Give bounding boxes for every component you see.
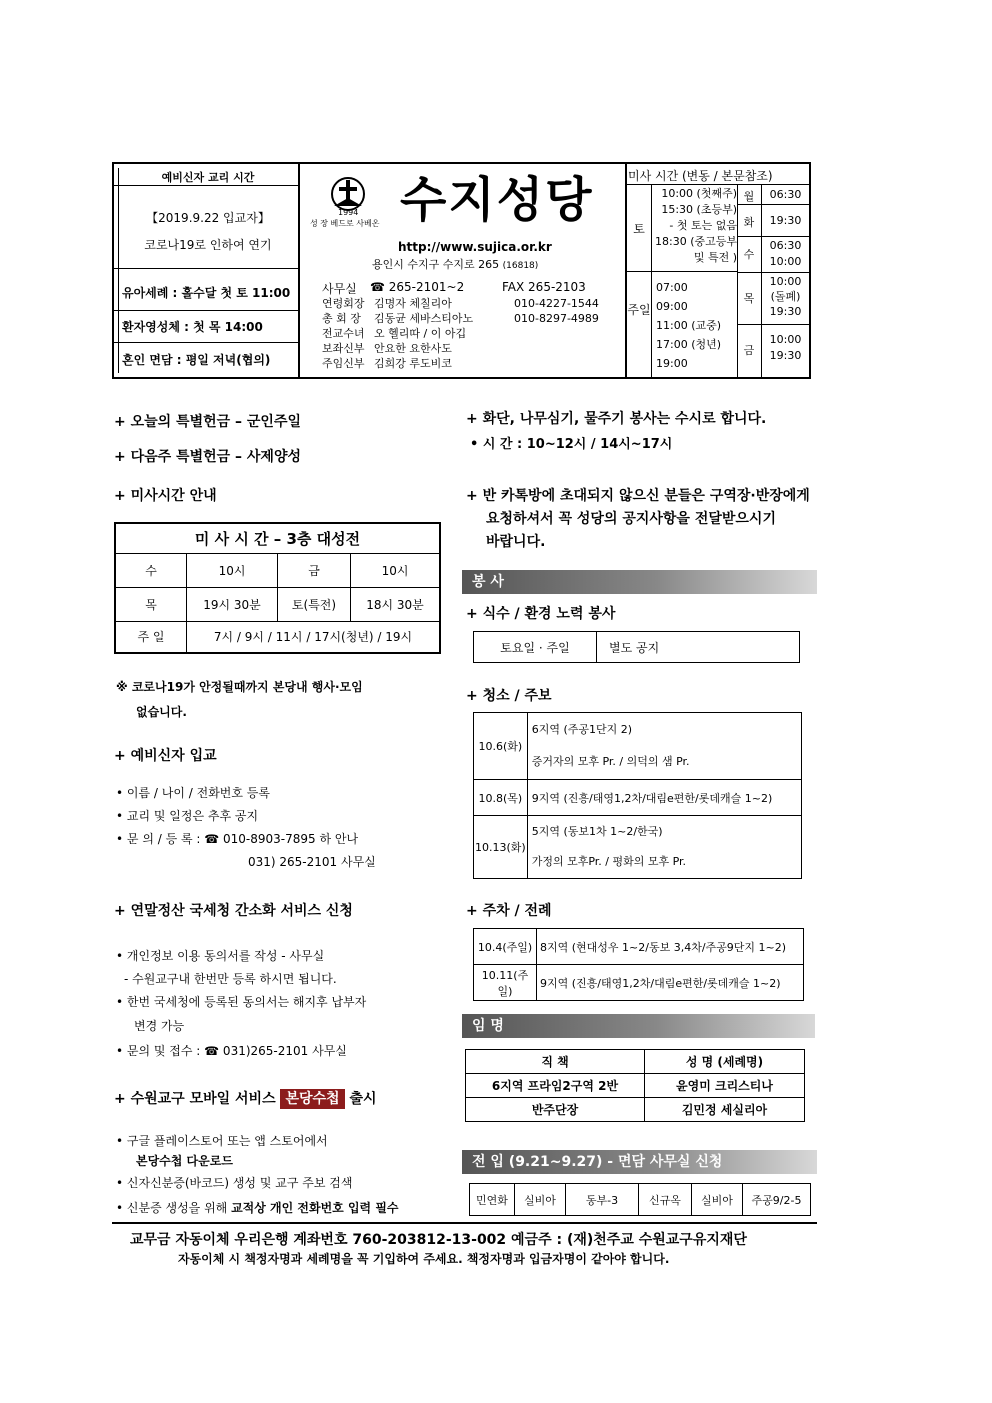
service-bar: 봉 사 (462, 570, 817, 594)
church-url[interactable]: http://www.sujica.or.kr (398, 240, 552, 254)
catechism-title: 예비신자 교리 시간 (161, 171, 255, 184)
tax-item: • 문의 및 접수 : ☎ 031)265-2101 사무실 (116, 1044, 347, 1058)
office-phone: ☎ 265-2101~2 (370, 280, 465, 294)
staff-phones (514, 296, 599, 326)
catechumen-head: + 예비신자 입교 (114, 748, 217, 764)
logo-caption: 성 장 베드로 사베온 (310, 219, 380, 228)
mobile-head: + 수원교구 모바일 서비스 본당수첩 출시 (114, 1091, 377, 1107)
env-table: 토요일 · 주일 별도 공지 (473, 631, 800, 663)
catechism-postponed: 코로나19로 인하여 연기 (144, 238, 272, 252)
mobile-item: • 신분증 생성을 위해 교적상 개인 전화번호 입력 필수 (116, 1201, 399, 1215)
offering-today: + 오늘의 특별헌금 – 군인주일 (114, 414, 301, 430)
staff-name: 오 헬리따 / 이 아깁 (374, 327, 467, 340)
appoint-bar: 임 명 (462, 1014, 815, 1038)
transfer-bar: 전 입 (9.21~9.27) - 면담 사무실 신청 (462, 1150, 817, 1174)
church-address: 용인시 수지구 수지로 265 (16818) (372, 258, 539, 271)
footer-account: 교무금 자동이체 우리은행 계좌번호 760-203812-13-002 예금주 : (재)천주교 수원교구유지재단 (130, 1232, 747, 1248)
footer-note: 자동이체 시 책정자명과 세례명을 꼭 기입하여 주세요. 책정자명과 입금자명이 같아야 합니다. (178, 1252, 670, 1266)
mass-time-table: 미 사 시 간 – 3층 대성전 수 10시 금 10시 목 19시 30분 토(특전) 18시 30분 주 일 7시 / 9시 / 11시 / 17시(청년) / 19시 (114, 522, 441, 654)
tax-item: • 개인정보 이용 동의서를 작성 - 사무실 (116, 949, 325, 963)
header-box: 예비신자 교리 시간 【2019.9.22 입교자】 코로나19로 인하여 연기 유아세례 : 홀수달 첫 토 11:00 환자영성체 : 첫 목 14:00 혼인 면담 : 평일 저녁(협의) 1994 성 장 베드로 사베온 수지성당 http://www.sujica.or.kr 용인시 수지구 수지로 265 (16818) 사무실 ☎ 265-2101~2 FAX 265-2103 연령회장 총 회 장 전교수녀 보좌신부 주임신부 김명자 체칠리아 김동균 세바스티아노 오 헬리따 / 이 아깁 안요한 요한사도 김희강 루도비코 010-4227-1544 010-8297-4989 미사 시간 (변동 / 본문참조) 토 10:00 (첫째주) 15:30 (초등부) - 첫 토는 없음 18:30 (중고등부 및 특전 ) 주일 07:00 09:00 11:00 (교중) 17:00 (청년) 19:00 월 06:30 화 19:30 수 06:30 10:00 목 10:00 (돌폐) 19:30 금 10:00 19:30 (112, 162, 811, 379)
notice-line: + 반 카톡방에 초대되지 않으신 분들은 구역장·반장에게 (466, 488, 810, 504)
weekday-thu: 목 (743, 292, 755, 305)
staff-role: 전교수녀 (322, 327, 365, 340)
staff-names (374, 296, 473, 371)
catechumen-contact: • 문 의 / 등 록 : ☎ 010-8903-7895 하 안나 (116, 832, 359, 846)
staff-role: 연령회장 (322, 297, 365, 310)
staff-phone: 010-4227-1544 (514, 297, 599, 310)
mass-title: 미사 시간 (변동 / 본문참조) (628, 169, 773, 183)
patient-communion: 환자영성체 : 첫 목 14:00 (122, 320, 263, 334)
saturday-label: 토 (633, 222, 645, 236)
staff-name: 김명자 체칠리아 (374, 297, 452, 310)
office-fax: FAX 265-2103 (502, 280, 586, 294)
notice-line: 바랍니다. (486, 534, 546, 550)
weekday-tue: 화 (743, 216, 755, 229)
appoint-table: 직 책 성 명 (세례명) 6지역 프라임2구역 2반 윤영미 크리스티나 반주단장 김민정 세실리아 (465, 1049, 805, 1122)
weekday-mon: 월 (743, 190, 755, 203)
catechism-date: 【2019.9.22 입교자】 (146, 211, 270, 225)
mobile-item: • 구글 플레이스토어 또는 앱 스토어에서 (116, 1134, 328, 1148)
tax-head: + 연말정산 국세청 간소화 서비스 신청 (114, 903, 353, 919)
staff-role: 주임신부 (322, 357, 365, 370)
church-name: 수지성당 (400, 172, 594, 228)
catechumen-item: • 교리 및 일정은 추후 공지 (116, 809, 259, 823)
weekday-wed: 수 (743, 248, 755, 261)
mass-table-title: 미 사 시 간 – 3층 대성전 (115, 523, 440, 553)
tax-item-sub: - 수원교구내 한번만 등록 하시면 됩니다. (124, 972, 337, 986)
staff-role: 보좌신부 (322, 342, 365, 355)
weekday-fri: 금 (743, 344, 755, 357)
mobile-item: • 신자신분증(바코드) 생성 및 교구 주보 검색 (116, 1176, 353, 1190)
mobile-item-sub: 본당수첩 다운로드 (136, 1154, 233, 1168)
footer-rule (112, 1222, 817, 1224)
sunday-label: 주일 (627, 303, 651, 317)
parking-head: + 주차 / 전례 (466, 903, 552, 919)
staff-role: 총 회 장 (322, 312, 361, 325)
staff-phone: 010-8297-4989 (514, 312, 599, 325)
offering-next: + 다음주 특별헌금 – 사제양성 (114, 449, 301, 465)
logo-year: 1994 (338, 208, 359, 217)
garden-head: + 화단, 나무심기, 물주기 봉사는 수시로 합니다. (466, 411, 767, 427)
marriage-consult: 혼인 면담 : 평일 저녁(협의) (122, 353, 271, 367)
staff-name: 김희강 루도비코 (374, 357, 452, 370)
mobile-badge: 본당수첩 (280, 1089, 344, 1109)
env-head: + 식수 / 환경 노력 봉사 (466, 606, 616, 622)
tax-item-sub: 변경 가능 (134, 1019, 185, 1033)
notice-line: 요청하셔서 꼭 성당의 공지사항을 전달받으시기 (486, 511, 776, 527)
sunday-times: 07:00 09:00 11:00 (교중) 17:00 (청년) 19:00 (656, 281, 722, 370)
clean-head: + 청소 / 주보 (466, 688, 552, 704)
covid-note: ※ 코로나19가 안정될때까지 본당내 행사·모임 (116, 680, 363, 694)
staff-name: 안요한 요한사도 (374, 342, 452, 355)
clean-table: 10.6(화) 6지역 (주공1단지 2) 증거자의 모후 Pr. / 의덕의 샘 Pr. 10.8(목) 9지역 (진흥/태영1,2차/대림e편한/롯데캐슬 1~2) 10.13(화) 5지역 (동보1차 1~2/한국) 가정의 모후Pr. / 평화의 모후 Pr. (473, 712, 802, 879)
garden-time: • 시 간 : 10~12시 / 14시~17시 (470, 437, 673, 452)
staff-roles (322, 296, 365, 371)
parking-table: 10.4(주일) 8지역 (현대성우 1~2/동보 3,4차/주공9단지 1~2) 10.11(주일) 9지역 (진흥/태영1,2차/대림e편한/롯데캐슬 1~2) (473, 928, 804, 1001)
catechumen-contact-office: 031) 265-2101 사무실 (248, 855, 376, 869)
infant-baptism: 유아세례 : 홀수달 첫 토 11:00 (122, 286, 291, 300)
tax-item: • 한번 국세청에 등록된 동의서는 해지후 납부자 (116, 995, 367, 1009)
staff-name: 김동균 세바스티아노 (374, 312, 474, 325)
saturday-times: 10:00 (첫째주) 15:30 (초등부) - 첫 토는 없음 18:30 (중고등부 및 특전 ) (655, 187, 737, 264)
catechumen-item: • 이름 / 나이 / 전화번호 등록 (116, 786, 270, 800)
mass-info-head: + 미사시간 안내 (114, 488, 217, 504)
covid-note-2: 없습니다. (136, 705, 187, 719)
transfer-table: 민연화 실비아 동부-3 신규옥 실비아 주공9/2-5 (469, 1183, 811, 1216)
office-label: 사무실 (322, 282, 357, 296)
